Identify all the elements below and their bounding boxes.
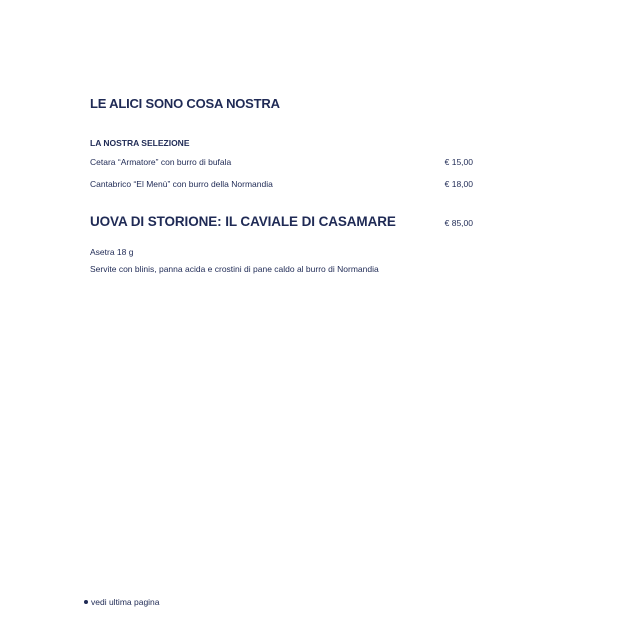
- caviale-description-line: Servite con blinis, panna acida e crostini di pane caldo al burro di Normandia: [90, 264, 379, 274]
- menu-item-price: € 18,00: [444, 179, 473, 189]
- subheading-nostra-selezione: LA NOSTRA SELEZIONE: [90, 138, 190, 148]
- section-title-caviale: UOVA DI STORIONE: IL CAVIALE DI CASAMARE: [90, 214, 396, 229]
- section-title-alici: LE ALICI SONO COSA NOSTRA: [90, 96, 280, 111]
- menu-item-name: Cantabrico “El Menù” con burro della Normandia: [90, 179, 273, 189]
- caviale-price: € 85,00: [444, 218, 473, 228]
- footnote-text: vedi ultima pagina: [91, 597, 160, 607]
- caviale-header: [90, 214, 473, 229]
- menu-item-name: Cetara “Armatore” con burro di bufala: [90, 157, 232, 167]
- menu-item: [90, 157, 473, 167]
- footnote: [84, 597, 160, 607]
- menu-item: [90, 179, 473, 189]
- menu-item-price: € 15,00: [444, 157, 473, 167]
- bullet-icon: [84, 600, 88, 604]
- caviale-description-line: Asetra 18 g: [90, 247, 134, 257]
